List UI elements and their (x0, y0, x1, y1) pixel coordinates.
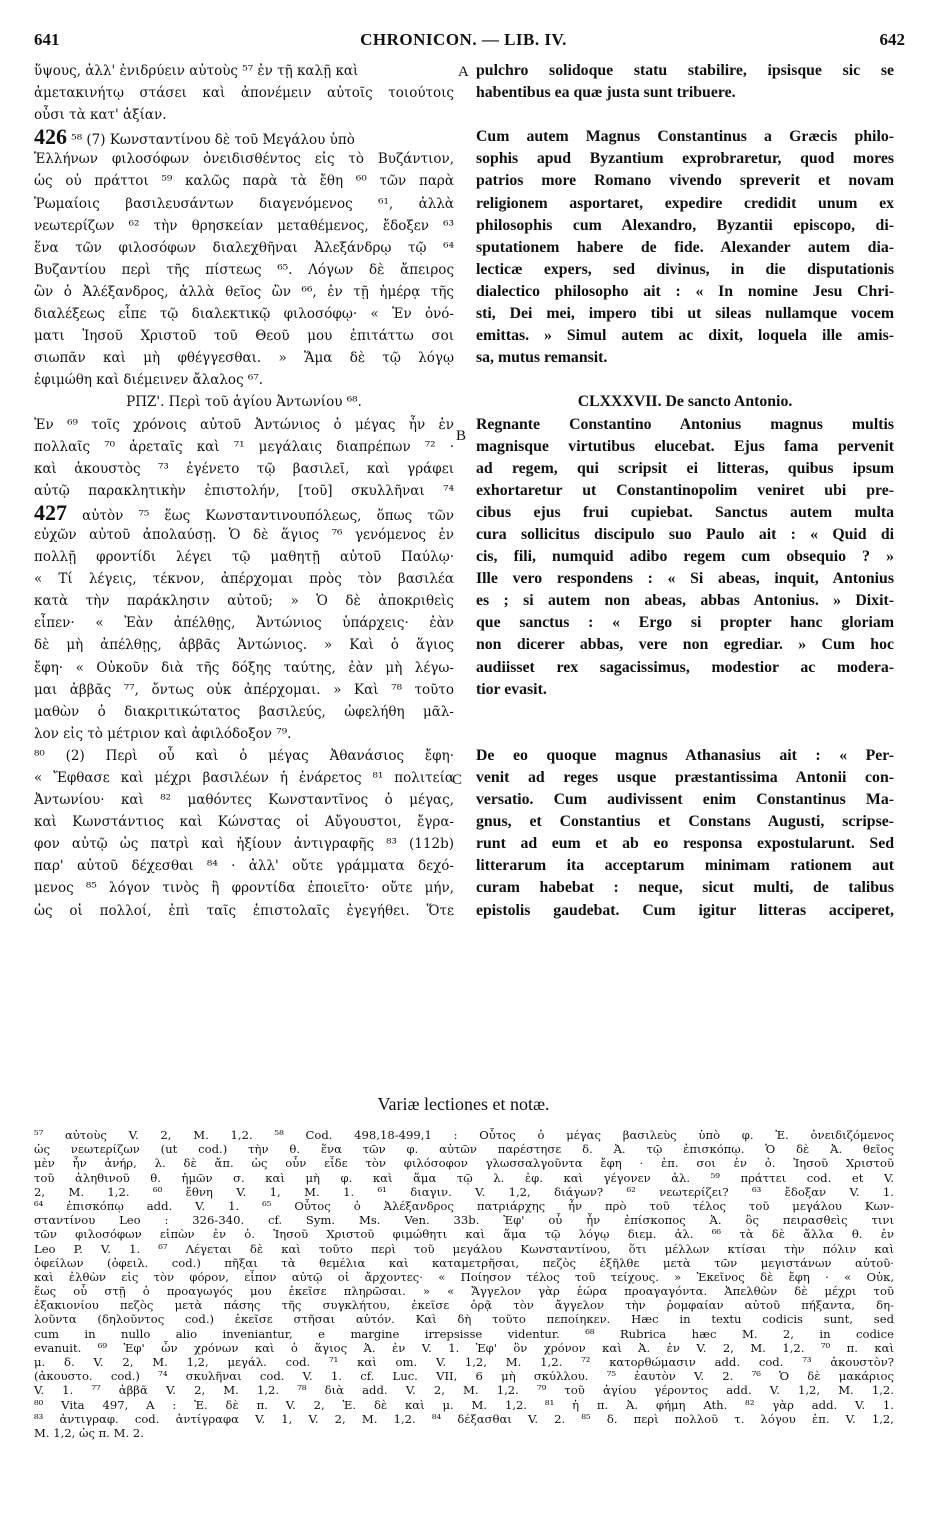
greek-line: δὲ μὴ ἀπέλθῃς, ἀββᾶς Ἀντώνιος. » Καὶ ὁ ἅγιος (34, 637, 454, 654)
latin-line: ad regem, qui scripsit ei litteras, quibus ipsum (476, 459, 894, 477)
latin-line: philosophis cum Alexandro, Byzantii episcopo, di- (476, 216, 894, 234)
note-line: ⁶⁴ ἐπισκόπῳ add. V. 1. ⁶⁵ Οὗτος ὁ Ἀλέξανδρος πατριάρχης ἦν πρὸ τοῦ τέλος τοῦ μεγάλου Κων- (34, 1198, 894, 1213)
spacer (476, 701, 894, 745)
greek-line: « Ἔφθασε καὶ μέχρι βασιλέων ἡ ἐνάρετος ⁸¹ πολιτεία (34, 770, 454, 786)
latin-line: Cum autem Magnus Constantinus a Græcis philo- (476, 128, 894, 146)
greek-line: διαλέξεως εἶπε τῷ διαλεκτικῷ φιλοσόφῳ· « Ἐν ὀνό- (34, 306, 454, 323)
running-title: CHRONICON. — LIB. IV. (360, 30, 567, 49)
latin-line: sophis apud Byzantium exprobraretur, quod mores (476, 150, 894, 168)
greek-line: 427 αὐτὸν ⁷⁵ ἕως Κωνσταντινουπόλεως, ὅπως τῶν (34, 501, 454, 524)
paragraph-number: 426 (34, 126, 67, 149)
latin-line: cis, fili, numquid adibo regem cum obsequio ? » (476, 548, 894, 566)
latin-line: litterarum ita acceptarum minimam rationem aut (476, 857, 894, 875)
latin-line: sti, Dei mei, impero tibi ut sileas nullamque vocem (476, 305, 894, 323)
latin-line: sa, mutus remansit. (476, 349, 608, 367)
latin-line: gnus, et Constantius et Constans Augusti, scripse- (476, 813, 894, 831)
note-line: λοῦντα (δηλοῦντος cod.) ἐκεῖσε στῆσαι αὐτόν. Καὶ δὴ τοῦτο πεποίηκεν. Hæc in textu codicis sunt, sed (34, 1312, 894, 1327)
greek-line: ἐφιμώθη καὶ διέμεινεν ἄλαλος ⁶⁷. (34, 372, 264, 389)
greek-line: ὕψους, ἀλλ' ἐνιδρύειν αὐτοὺς ⁵⁷ ἐν τῇ καλῇ καὶ (34, 63, 359, 79)
greek-line: νεωτερίζων ⁶² τὴν θρησκείαν μεταθέμενος, ἔδοξεν ⁶³ (34, 217, 454, 234)
greek-line: Ἑλλήνων φιλοσόφων ὀνειδισθέντος εἰς τὸ Βυζάντιον, (34, 151, 454, 168)
latin-line: audiisset rex sagacissimus, modestior ac modera- (476, 658, 894, 676)
latin-line: cura sollicitus discipulo suo Paulo ait : « Quid di (476, 525, 894, 543)
margin-letter-c: C (452, 772, 463, 788)
page-number-left: 641 (34, 30, 60, 49)
latin-line: pulchro solidoque statu stabilire, ipsisque sic se (476, 62, 894, 79)
spacer (476, 104, 894, 126)
latin-line: lecticæ expers, sed divinus, in die disputationis (476, 260, 894, 278)
latin-line: Regnante Constantino Antonius magnus multis (476, 415, 894, 433)
note-line: μ. δ. V. 2, M. 1,2, μεγάλ. cod. ⁷¹ καὶ om. V. 1,2, M. 1,2. ⁷² κατορθώμασιν add. cod. ⁷³ ἀκουστὸν? (34, 1355, 894, 1369)
chapter-heading-greek: ΡΠΖ'. Περὶ τοῦ ἁγίου Ἀντωνίου ⁶⁸. (126, 394, 362, 411)
greek-line: φον αὐτῷ ὡς πατρὶ καὶ ἠξίουν ἀντιγραφῆς ⁸³ (112b) (34, 836, 454, 853)
note-line: (ἀκουστο. cod.) ⁷⁴ σκυλῆναι cod. V. 1. cf. Luc. VII, 6 μὴ σκύλλου. ⁷⁵ ἑαυτὸν V. 2. ⁷⁶ Ὁ δὲ μακάριος (34, 1369, 894, 1384)
greek-column (34, 60, 454, 922)
note-line: cum in nullo alio inveniantur, e margine irrepsisse videntur. ⁶⁸ Rubrica hæc M. 2, in codice (34, 1326, 894, 1341)
greek-line: κατὰ τὴν παράκλησιν αὐτοῦ; » Ὁ δὲ ἀποκριθεὶς (34, 593, 454, 610)
page-number-right: 642 (879, 30, 905, 49)
paragraph-number: 427 (34, 501, 67, 524)
greek-line: ὢν ὁ Ἀλέξανδρος, ἀλλὰ θεῖος ὢν ⁶⁶, ἐν τῇ ἡμέρᾳ τῆς (34, 283, 454, 300)
greek-line: οὖσι τὰ κατ' ἀξίαν. (34, 107, 167, 124)
latin-line: magnisque virtutibus elucebat. Ejus fama pervenit (476, 437, 894, 455)
latin-line: es ; si autem non abeas, abbas Antonius. » Dixit- (476, 592, 894, 610)
latin-line: emittas. » Simul autem ac dixit, loquela ille amis- (476, 327, 894, 345)
margin-letter-a: A (458, 64, 469, 80)
latin-line: habentibus ea quæ justa sunt tribuere. (476, 84, 736, 102)
note-line: ἐξακιονίου πεζὸς μετὰ πάσης τῆς συγκλήτου, ἐκεῖσε ὁρᾷ τὸν ἄγγελον τὴν ῥομφαίαν αὐτοῦ πήξαντα, δη- (34, 1298, 894, 1313)
note-line: ὡς νεωτερίζων (ut cod.) τὴν θ. ἕνα τῶν φ. αὐτῶν παρέστησε δ. Ἀ. τῷ ἐπισκόπῳ. Ὁ δὲ Ἀ. θεῖος (34, 1142, 894, 1157)
latin-line: exhortaretur ut Constantinopolim veniret ubi pre- (476, 481, 894, 499)
greek-line: ⁸⁰ (2) Περὶ οὗ καὶ ὁ μέγας Ἀθανάσιος ἔφη· (34, 747, 454, 764)
greek-line: καὶ Κωνστάντιος καὶ Κώνστας οἱ Αὔγουστοι, ἔγρα- (34, 814, 454, 831)
greek-line: μαι ἀββᾶς ⁷⁷, ὄντως οὐκ ἀπέρχομαι. » Καὶ ⁷⁸ τοῦτο (34, 681, 454, 698)
greek-line: Ἀντωνίου· καὶ ⁸² μαθόντες Κωνσταντῖνος ὁ μέγας, (34, 792, 454, 809)
greek-line: ἕνα τῶν φιλοσόφων διαλεχθῆναι Ἀλεξάνδρῳ τῷ ⁶⁴ (34, 239, 454, 256)
latin-line: versatio. Cum audivissent enim Constantinus Ma- (476, 791, 894, 809)
greek-line: Ἐν ⁶⁹ τοῖς χρόνοις αὐτοῦ Ἀντώνιος ὁ μέγας ἦν ἐν (34, 416, 454, 433)
greek-line: πολλαῖς ⁷⁰ ἀρεταῖς καὶ ⁷¹ μεγάλαις διαπρέπων ⁷² · (34, 438, 454, 455)
greek-line: μαθὼν ὁ διακριτικώτατος βασιλεύς, ὠφελήθη μᾶλ- (34, 703, 454, 720)
greek-line: ἀμετακινήτῳ στάσει καὶ ἀπονέμειν αὐτοῖς τοιούτοις (34, 85, 454, 102)
critical-apparatus (34, 1128, 894, 1440)
spacer (476, 369, 894, 391)
greek-line: μενος ⁸⁵ λόγον τινὸς ἢ φροντίδα ἐποιεῖτο· οὔτε μήν, (34, 880, 454, 897)
note-line: ⁵⁷ αὐτοὺς V. 2, M. 1,2. ⁵⁸ Cod. 498,18-499,1 : Οὗτος ὁ μέγας βασιλεὺς ὑπὸ φ. Ἑ. ὀνειδιζόμενος (34, 1128, 894, 1142)
latin-line: sputationem habere de fide. Alexander autem dia- (476, 238, 894, 256)
note-line: ὀφείλων (ὀφειλ. cod.) πῆξαι τὰ θεμέλια καὶ καταμετρῆσαι, πεζὸς ἐξῆλθε μετὰ τῶν μεγιστάνων αὐτοῦ· (34, 1255, 894, 1270)
note-line: ⁸³ ἀντιγραφ. cod. ἀντίγραφα V. 1, V. 2, M. 1,2. ⁸⁴ δέξασθαι V. 2. ⁸⁵ δ. περὶ πολλοῦ τ. λόγου ἐπ. V. 1,2, (34, 1411, 894, 1426)
greek-line: εἶπεν· « Ἐὰν ἀπέλθῃς, Ἀντώνιος ὑπάρχεις· ἐὰν (34, 615, 454, 632)
greek-line: εὐχῶν αὐτοῦ ἀπολαύσῃ. Ὁ δὲ ἅγιος ⁷⁶ γενόμενος ἐν (34, 526, 454, 543)
latin-line: venit ad reges usque præstantissima Antonii con- (476, 769, 894, 786)
note-line: καὶ ἐλθὼν εἰς τὸν φόρον, εἶπον αὐτῷ οἱ ἄρχοντες· « Ποίησον τέλος τοῦ τείχους. » Ἐκεῖνος δὲ ἔφη · « Οὐκ, (34, 1269, 894, 1284)
greek-line: ἔφη· « Οὐκοῦν διὰ τῆς δόξης ταύτης, ἐὰν μὴ λέγω- (34, 659, 454, 676)
chapter-heading-latin: CLXXXVII. De sancto Antonio. (577, 393, 793, 411)
note-line: ⁸⁰ Vita 497, A : Ἐ. δὲ π. V. 2, Ἐ. δὲ καὶ μ. M. 1,2. ⁸¹ ἡ π. Ἀ. φήμη Ath. ⁸² γὰρ add. V. 1. (34, 1397, 894, 1412)
greek-line: λον εἰς τὸ μέτριον καὶ ἀφιλόδοξον ⁷⁹. (34, 725, 292, 742)
greek-line: ὡς οἱ πολλοί, ἐπὶ ταῖς ἐπιστολαῖς ἐγεγήθει. Ὅτε (34, 902, 454, 919)
latin-line: Ille vero respondens : « Si abeas, inquit, Antonius (476, 570, 894, 588)
latin-column (476, 60, 894, 922)
notes-title: Variæ lectiones et notæ. (377, 1094, 550, 1114)
latin-line: religionem asportaret, expedire credidit unum ex (476, 194, 894, 212)
greek-line: « Τί λέγεις, τέκνον, ἀπέρχομαι πρὸς τὸν βασιλέα (34, 571, 454, 588)
greek-line: 426 ⁵⁸ (7) Κωνσταντίνου δὲ τοῦ Μεγάλου ὑπὸ (34, 126, 355, 149)
note-line: V. 1. ⁷⁷ ἀββᾶ V. 2, M. 1,2. ⁷⁸ διὰ add. V. 2, M. 1,2. ⁷⁹ τοῦ ἁγίου γέροντος add. V. 1,2, M. 1,2. (34, 1383, 894, 1398)
latin-line: cibus ejus frui cupiebat. Sanctus autem multa (476, 503, 894, 521)
latin-line: De eo quoque magnus Athanasius ait : « Per- (476, 746, 894, 764)
note-line: τοῦ ἀληθινοῦ θ. ἡμῶν σ. καὶ μὴ φ. καὶ ἅμα τῷ λ. ἐφ. καὶ γέγονεν ἀλ. ⁵⁹ πράττει cod. et V. (34, 1170, 894, 1185)
note-line: τῶν φιλοσόφων εἰπὼν ἐν ὀ. Ἰησοῦ Χριστοῦ φιμώθητι καὶ ἅμα τῷ λόγῳ διεμ. ἀλ. ⁶⁶ τὰ δὲ ἄλλα θ. ἐν (34, 1227, 894, 1242)
greek-line: ὡς οὐ πράττοι ⁵⁹ καλῶς παρὰ τὰ ἔθη ⁶⁰ τῶν παρὰ (34, 173, 454, 190)
greek-line: αὐτῷ παρακλητικὴν ἐπιστολήν, [τοῦ] σκυλλῆναι ⁷⁴ (34, 482, 454, 499)
latin-line: epistolis gaudebat. Cum igitur litteras acciperet, (476, 901, 894, 919)
margin-letter-b: B (456, 428, 467, 444)
note-line: ἕως οὗ στῇ ὁ προαγωγός μου ἐκεῖσε πληρῶσαι. » « Ἄγγελον γὰρ ἑώρα προαγαγόντα. Ἀπελθὼν δὲ μέχρι τοῦ (34, 1284, 894, 1299)
note-line: evanuit. ⁶⁹ Ἐφ' ὧν χρόνων καὶ ὁ ἅγιος Ἀ. ἐν V. 1. Ἐφ' ὃν χρόνον καὶ Ἀ. ἐν V. 2, M. 1,2. ⁷⁰ π. καὶ (34, 1340, 894, 1355)
latin-line: curam habebat : neque, sicut multi, de talibus (476, 879, 894, 897)
greek-line: παρ' αὐτοῦ δέχεσθαι ⁸⁴ · ἀλλ' οὔτε γράμματα δεχό- (34, 858, 454, 875)
note-line: Leo P. V. 1. ⁶⁷ Λέγεται δὲ καὶ τοῦτο περὶ τοῦ μεγάλου Κωνσταντίνου, ὅτι μέλλων κτίσαι τὴν πόλιν καὶ (34, 1241, 894, 1256)
latin-line: runt ad eum et ab eo responsa expostularunt. Sed (476, 835, 894, 853)
latin-line: patrios more Romano vivendo spreverit et novam (476, 172, 894, 190)
greek-line: σιωπᾶν καὶ μὴ φθέγγεσθαι. » Ἅμα δὲ τῷ λόγῳ (34, 350, 454, 367)
note-line: M. 1,2, ὡς π. M. 2. (34, 1425, 144, 1440)
greek-line: Ῥωμαίοις βασιλευσάντων διαγενόμενος ⁶¹, ἀλλὰ (34, 195, 454, 212)
greek-line: καὶ ἀκουστὸς ⁷³ ἐγένετο τῷ βασιλεῖ, καὶ γράφει (34, 460, 454, 477)
note-line: σταντίνου Leo : 326-340. cf. Sym. Ms. Ven. 33b. Ἐφ' οὗ ἦν ἐπίσκοπος Ἀ. ὃς πειρασθεὶς τινι (34, 1213, 894, 1228)
latin-line: non dicerer abbas, vere non egrediar. » Cum hoc (476, 636, 894, 654)
latin-line: tior evasit. (476, 680, 547, 698)
latin-line: dialectico philosopho ait : « In nomine Jesu Chri- (476, 282, 894, 300)
note-line: 2, M. 1,2. ⁶⁰ ἔθνη V. 1, M. 1. ⁶¹ διαγιν. V. 1,2, διάγων? ⁶² νεωτερίζει? ⁶³ ἔδοξαν V. 1. (34, 1184, 894, 1199)
greek-line: ματι Ἰησοῦ Χριστοῦ τοῦ Θεοῦ μου ἐπιτάττω σοι (34, 328, 454, 345)
note-line: μὲν ἦν ἀνήρ, λ. δὲ ἄπ. ὡς οὖν εἶδε τὸν φιλόσοφον γλωσσαλγοῦντα ἔφη · ἐπ. σοι ἐν ὀ. Ἰησοῦ Χριστοῦ (34, 1156, 894, 1171)
greek-line: πολλῇ φροντίδι λέγει τῷ μαθητῇ αὐτοῦ Παύλῳ· (34, 549, 454, 566)
latin-line: que sanctus : « Ergo si propter hanc gloriam (476, 614, 894, 632)
greek-line: Βυζαντίου περὶ τῆς πίστεως ⁶⁵. Λόγων δὲ ἄπειρος (34, 261, 454, 278)
